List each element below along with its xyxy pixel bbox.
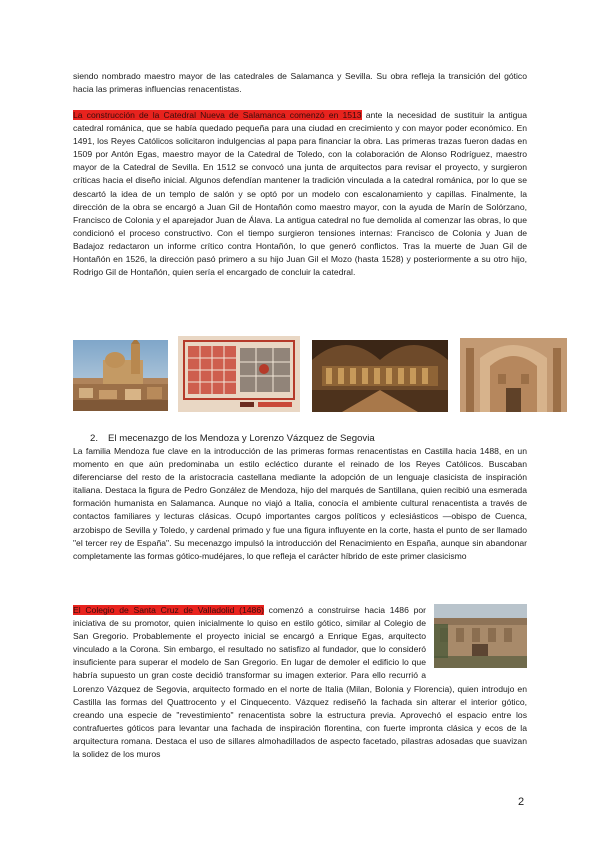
catedral-highlight: La construcción de la Catedral Nueva de Salamanca comenzó en 1513 (73, 110, 362, 120)
catedral-paragraph (73, 109, 527, 279)
colegio-text: comenzó a construirse hacia 1486 por iniciativa de su promotor, quien inicialmente lo quiso en estilo gótico, similar al Colegio de San Gregorio. Probablemente el proyecto inicial se encargó a Enrique Egas, arquitecto vinculado a la Corona. Sin embargo, el resultado no satisfizo al fundador, que lo consideró insuficiente para superar el modelo de San Gregorio. En lugar de demoler el edificio lo que habría supuesto un gran coste decidió transformar su imagen exterior. Para ello recurrió a Lorenzo Vázquez de Segovia, arquitecto formado en el norte de Italia (Milan, Bolonia y Florencia), quien introdujo en Castilla las formas del Quattrocento y el Cinquecento. Vázquez rediseñó la fachada sin alterar el interior gótico, creando una especie de "revestimiento" renacentista sobre la estructura previa. Aprovechó el espacio entre los contrafuertes góticos para levantar una fachada de inspiración florentina, con fuerte impronta clásica y ecos de la arquitectura romana. Destaca el uso de sillares almohadillados de aspecto facetado, pilastras adosadas que suavizan la solidez de los muros (73, 605, 527, 760)
colegio-paragraph (73, 604, 527, 761)
cathedral-exterior-photo (73, 340, 168, 411)
cathedral-choir-photo (312, 340, 448, 412)
cathedral-facade-photo (460, 338, 567, 412)
section-number: 2. (90, 433, 99, 444)
section-title: El mecenazgo de los Mendoza y Lorenzo Vázquez de Segovia (108, 433, 375, 444)
section-2-heading (90, 432, 375, 445)
intro-paragraph: siendo nombrado maestro mayor de las catedrales de Salamanca y Sevilla. Su obra refleja la transición del gótico hacia las primeras influencias renacentistas. (73, 71, 527, 95)
colegio-photo-float (434, 604, 527, 668)
colegio-highlight: El Colegio de Santa Cruz de Valladolid (1486) (73, 605, 264, 615)
cathedral-floor-plan (178, 336, 300, 412)
catedral-text: ante la necesidad de sustituir la antigua catedral románica, que se había quedado pequeña para una ciudad en crecimiento y con mayor poder económico. En 1491, los Reyes Católicos solicitaron indulgencias al papa para financiar la obra. Las primeras trazas fueron dadas en 1509 por Antón Egas, maestro mayor de la Catedral de Toledo, con la colaboración de Alonso Rodríguez, maestro mayor de la Catedral de Sevilla. En 1512 se convocó una junta de arquitectos para revisar el proyecto, y surgieron críticas hacia el diseño inicial. Algunos defendían mantener la tradición vinculada a la catedral románica, por lo que se descartó la idea de un templo de salón y se optó por un modelo con escalonamiento y capillas. Finalmente, la dirección de la obra se encargó a Juan Gil de Hontañón como maestro mayor, con la ayuda de Marín de Solórzano, Francisco de Colonia y el aparejador Juan de Álava. La antigua catedral no fue demolida al comenzar las obras, lo que condicionó el proceso constructivo. Con el tiempo surgieron tensiones internas: Francisco de Colonia y Juan de Badajoz redactaron un informe crítico contra Hontañón, lo que generó conflictos. Tras la muerte de Juan Gil de Hontañón en 1526, la dirección pasó primero a su hijo Juan Gil el Mozo (hasta 1528) y posteriormente a su otro hijo, Rodrigo Gil de Hontañón, quien sería el encargado de concluir la catedral. (73, 110, 527, 278)
mendoza-paragraph: La familia Mendoza fue clave en la introducción de las primeras formas renacentistas en Castilla hacia 1488, en un momento en que aún predominaba un estilo ecléctico durante el reinado de los Reyes Católicos. Buscaban diferenciarse del resto de la aristocracia castellana mediante la adopción de un lenguaje clasicista de inspiración italiana. Destaca la figura de Pedro González de Mendoza, hijo del marqués de Santillana, quien recibió una esmerada formación humanista en Salamanca. Aunque no viajó a Italia, conocía el ambiente cultural renacentista a través de contactos familiares y lecturas clásicas. Ocupó importantes cargos políticos y eclesiásticos —obispo de Cuenca, arzobispo de Sevilla y Toledo, y cardenal primado y fue una figura influyente en la corte, hasta el punto de ser llamado "el tercer rey de España". Su mecenazgo impulsó la introducción del Renacimiento en España, aunque sin abandonar completamente las formas gótico-mudéjares, lo que refleja el carácter híbrido de este primer clasicismo (73, 446, 527, 561)
page-number: 2 (518, 796, 525, 808)
